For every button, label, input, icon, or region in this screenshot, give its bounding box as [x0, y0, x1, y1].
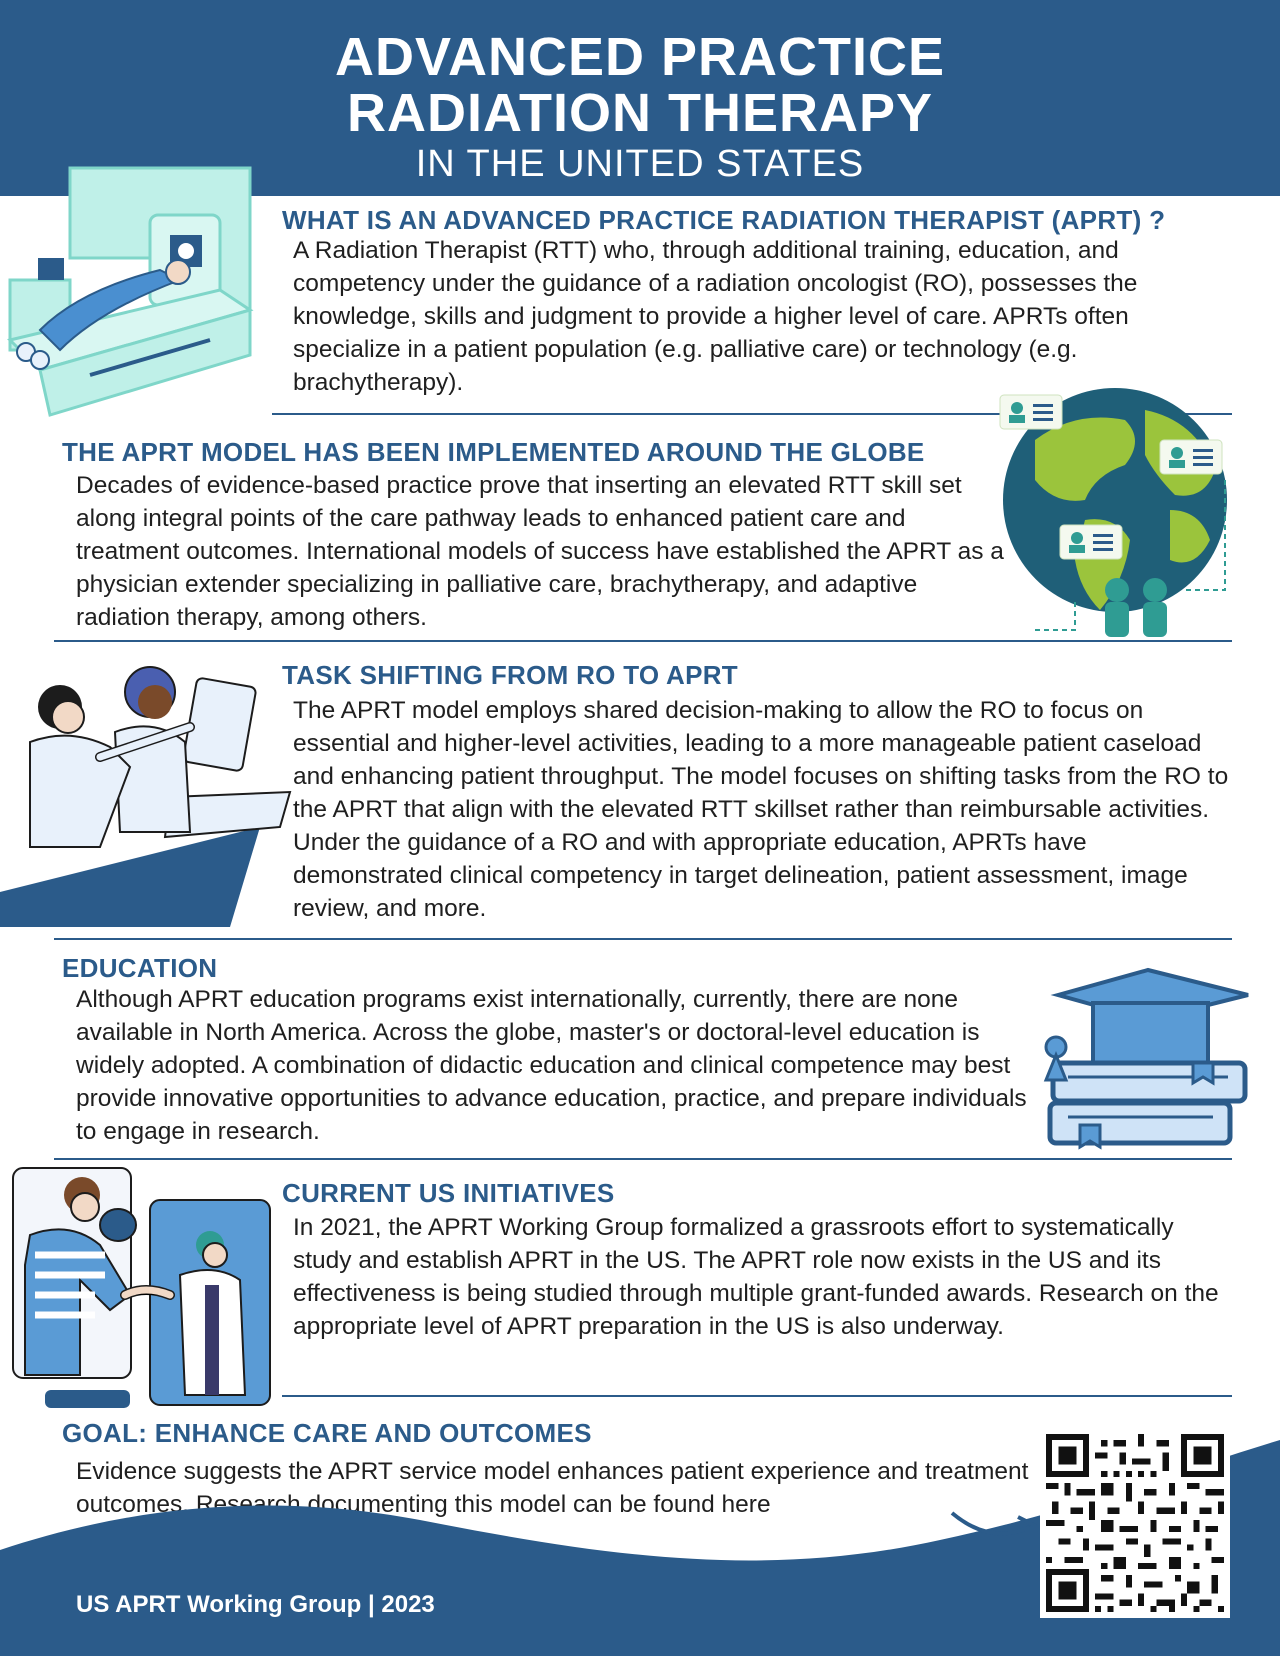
clinicians-at-computer-illustration [0, 652, 292, 932]
title-line-2: RADIATION THERAPY [346, 83, 933, 143]
section-divider [54, 640, 1232, 642]
section-title-education: EDUCATION [62, 953, 218, 983]
section-title-goal: GOAL: ENHANCE CARE AND OUTCOMES [62, 1418, 592, 1448]
section-title-us-initiatives: CURRENT US INITIATIVES [282, 1178, 615, 1208]
footer-credit: US APRT Working Group | 2023 [76, 1591, 435, 1618]
section-divider [54, 1158, 1232, 1160]
section-body-education: Although APRT education programs exist internationally, currently, there are none available in North America. Across the globe, master's or doctoral-level education is widely adopted. A combination of didactic education and clinical competence may best provide innovative opportunities to advance education, practice, and prepare individuals to engage in research. [76, 986, 1027, 1145]
section-title-what-is-aprt: WHAT IS AN ADVANCED PRACTICE RADIATION THERAPIST (APRT) ? [282, 205, 1166, 235]
section-body-task-shifting: The APRT model employs shared decision-making to allow the RO to focus on essential and higher-level activities, leading to a more manageable patient caseload and enhancing patient throughput. The model focuses on shifting tasks from the RO to the APRT that align with the elevated RTT skillset rather than reimbursable activities. Under the guidance of a RO and with appropriate education, APRTs have demonstrated clinical competency in target delineation, patient assessment, image review, and more. [293, 697, 1229, 922]
title-line-1: ADVANCED PRACTICE [334, 27, 946, 87]
section-title-global-model: THE APRT MODEL HAS BEEN IMPLEMENTED AROUND THE GLOBE [62, 437, 925, 467]
graduation-books-illustration [1038, 965, 1258, 1150]
section-divider [54, 938, 1232, 940]
globe-illustration [995, 380, 1250, 645]
section-body-us-initiatives: In 2021, the APRT Working Group formalized a grassroots effort to systematically study and establish APRT in the US. The APRT role now exists in the US and its effectiveness is being studied through multiple grant-funded awards. Research on the appropriate level of APRT preparation in the US is also underway. [293, 1214, 1219, 1340]
section-body-what-is-aprt: A Radiation Therapist (RTT) who, through additional training, education, and competency under the guidance of a radiation oncologist (RO), possesses the knowledge, skills and judgment to provide a higher level of care. APRTs often specialize in a patient population (e.g. palliative care) or technology (e.g. brachytherapy). [293, 237, 1138, 396]
handshake-phones-illustration [10, 1165, 278, 1410]
section-title-task-shifting: TASK SHIFTING FROM RO TO APRT [282, 660, 738, 690]
arrow-icon [950, 1505, 1040, 1545]
section-body-global-model: Decades of evidence-based practice prove that inserting an elevated RTT skill set along integral points of the care pathway leads to enhanced patient care and treatment outcomes. International models of success have established the APRT as a physician extender specializing in palliative care, brachytherapy, and adaptive radiation therapy, among others. [76, 472, 1004, 631]
subtitle: IN THE UNITED STATES [415, 143, 865, 185]
section-body-goal: Evidence suggests the APRT service model enhances patient experience and treatment outcomes. Research documenting this model can be found here [76, 1458, 1029, 1518]
radiation-machine-illustration [0, 160, 270, 435]
qr-code[interactable] [1040, 1428, 1230, 1618]
section-divider [282, 1395, 1232, 1397]
